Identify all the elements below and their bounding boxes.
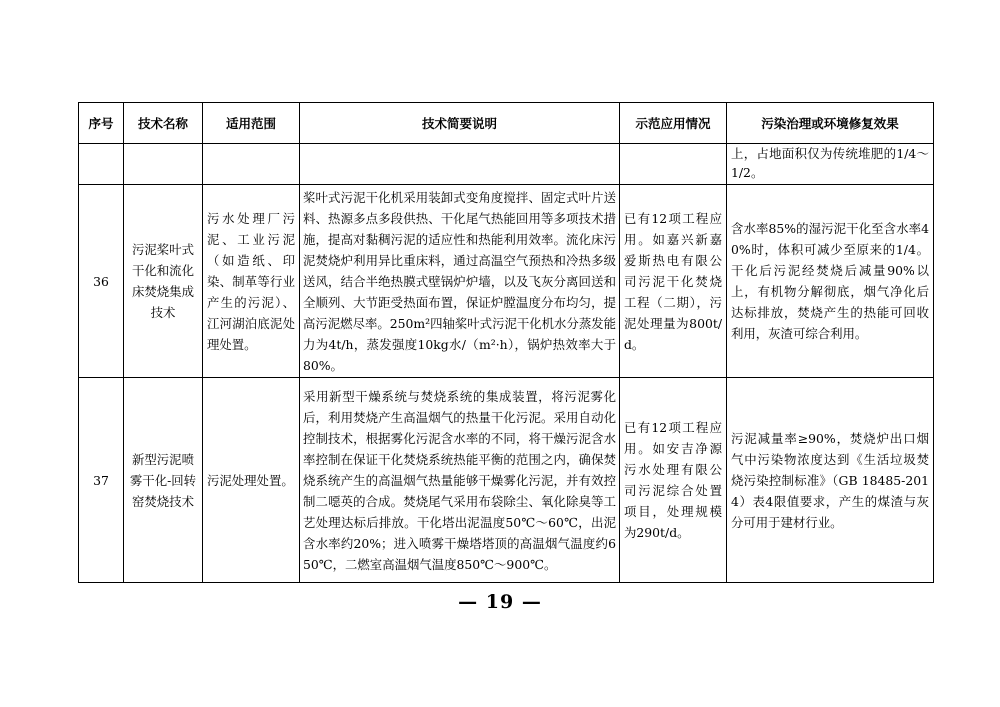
cell-effect: 污泥减量率≥90%，焚烧炉出口烟气中污染物浓度达到《生活垃圾焚烧污染控制标准》（GB 18485-2014）表4限值要求，产生的煤渣与灰分可用于建材行业。: [727, 378, 934, 583]
header-desc: 技术简要说明: [300, 103, 620, 144]
header-no: 序号: [79, 103, 124, 144]
cell-name: 污泥桨叶式干化和流化床焚烧集成技术: [124, 185, 203, 378]
table-header-row: [79, 103, 934, 144]
cell-scope: 污水处理厂污泥、工业污泥（如造纸、印染、制革等行业产生的污泥）、江河湖泊底泥处理处置。: [203, 185, 300, 378]
cell-no: 36: [79, 185, 124, 378]
header-name: 技术名称: [124, 103, 203, 144]
cell-app: 已有12项工程应用。如嘉兴新嘉爱斯热电有限公司污泥干化焚烧工程（二期），污泥处理量为800t/d。: [620, 185, 727, 378]
header-app: 示范应用情况: [620, 103, 727, 144]
header-scope: 适用范围: [203, 103, 300, 144]
cell-no: 37: [79, 378, 124, 583]
cell-app: 已有12项工程应用。如安吉净源污水处理有限公司污泥综合处置项目，处理规模为290t/d。: [620, 378, 727, 583]
cell-no: [79, 144, 124, 185]
table-row: [79, 185, 934, 378]
cell-app: [620, 144, 727, 185]
cell-desc: [300, 144, 620, 185]
technology-table: [78, 102, 934, 583]
cell-scope: 污泥处理处置。: [203, 378, 300, 583]
cell-effect: 含水率85%的湿污泥干化至含水率40%时，体积可减少至原来的1/4。干化后污泥经焚烧后减量90%以上，有机物分解彻底，烟气净化后达标排放，焚烧产生的热能可回收利用，灰渣可综合利用。: [727, 185, 934, 378]
page-number: — 19 —: [458, 591, 542, 613]
cell-desc: 桨叶式污泥干化机采用装卸式变角度搅拌、固定式叶片送料、热源多点多段供热、干化尾气热能回用等多项技术措施，提高对黏稠污泥的适应性和热能利用效率。流化床污泥焚烧炉利用异比重床料，通过高温空气预热和冷热多级送风，结合半绝热膜式壁锅炉炉墙，以及飞灰分离回送和全顺列、大节距受热面布置，保证炉膛温度分布均匀，提高污泥燃尽率。250m²四轴桨叶式污泥干化机水分蒸发能力为4t/h，蒸发强度10kg水/（m²·h），锅炉热效率大于80%。: [300, 185, 620, 378]
cell-scope: [203, 144, 300, 185]
cell-effect: 上，占地面积仅为传统堆肥的1/4～1/2。: [727, 144, 934, 185]
table-row-continuation: [79, 144, 934, 185]
cell-desc: 采用新型干燥系统与焚烧系统的集成装置，将污泥雾化后，利用焚烧产生高温烟气的热量干化污泥。采用自动化控制技术，根据雾化污泥含水率的不同，将干燥污泥含水率控制在保证干化焚烧系统热能平衡的范围之内，确保焚烧系统产生的高温烟气热量能够干燥雾化污泥，并有效控制二噁英的合成。焚烧尾气采用布袋除尘、氧化除臭等工艺处理达标后排放。干化塔出泥温度50℃～60℃，出泥含水率约20%；进入喷雾干燥塔塔顶的高温烟气温度约650℃，二燃室高温烟气温度850℃～900℃。: [300, 378, 620, 583]
header-effect: 污染治理或环境修复效果: [727, 103, 934, 144]
cell-name: [124, 144, 203, 185]
table-row: [79, 378, 934, 583]
cell-name: 新型污泥喷雾干化-回转窑焚烧技术: [124, 378, 203, 583]
